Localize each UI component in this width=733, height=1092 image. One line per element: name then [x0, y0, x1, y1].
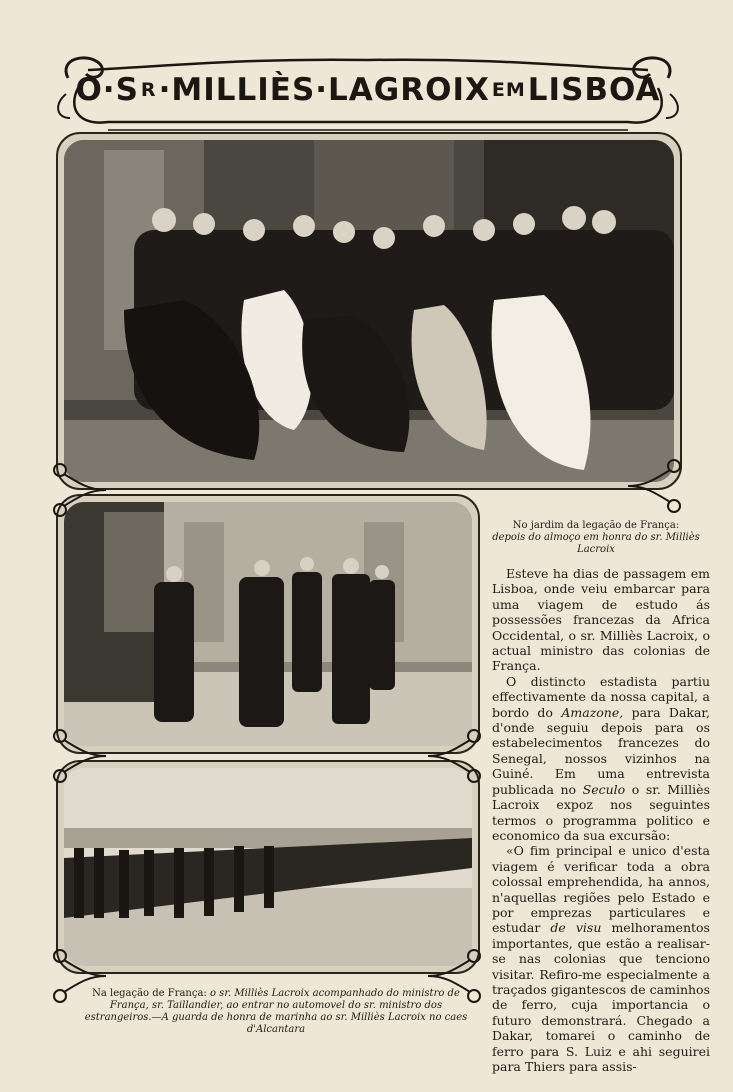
right-scroll-ornament-2 [424, 726, 484, 786]
photo-automobile-frame [56, 494, 480, 754]
garden-photo-caption [492, 520, 700, 556]
left-scroll-ornament-1 [50, 460, 110, 520]
article-paragraph-3: «O fim principal e unico d'esta viagem é verificar toda a obra colossal emprehendida, ha annos, n'aquellas regiões pelo Estado e por emprezas particulares e estudar de visu melhoramentos importantes, que estão a realisar-se nas colonias que tenciono visitar. Refiro-me especialmente a traçados gigantescos de caminhos de ferro, cuja importancia o futuro demonstrará. Chegado a Dakar, tomarei o caminho de ferro para S. Luiz e ahi seguirei para Thiers para assis- [492, 843, 710, 1074]
bottom-caption-lead: Na legação de França: [92, 988, 207, 999]
photo-naval-frame [56, 760, 480, 974]
article-paragraph-1: Esteve ha dias de passagem em Lisboa, onde veiu embarcar para uma viagem de estudo ás possessões francezas da Africa Occidental, o sr. Milliès Lacroix, o actual ministro das colonias de França. [492, 566, 710, 674]
bottom-photo-caption [76, 988, 476, 1036]
right-scroll-ornament-1 [624, 456, 684, 516]
page-title: O·S R · MILLIÈS·LAGROIX EM LISBOA [75, 72, 661, 108]
photo-minister-automobile [64, 502, 472, 746]
bottom-caption-italic: o sr. Milliès Lacroix acompanhado do ministro de França, sr. Taillandier, ao entrar no automovel do sr. ministro dos estrangeiros.—A guarda de honra de marinha ao sr. Milliès Lacroix no caes d'Alcantara [84, 988, 468, 1035]
garden-caption-italic: depois do almoço em honra do sr. Milliès Lacroix [492, 532, 700, 555]
garden-caption-lead: No jardim da legação de França: [512, 520, 680, 531]
photo-garden-group [64, 140, 674, 482]
left-scroll-ornament-2 [50, 726, 110, 786]
photo-naval-guard [64, 768, 472, 966]
photo-garden-frame [56, 132, 682, 490]
article-body [492, 566, 710, 1074]
article-paragraph-2: O distincto estadista partiu effectivamente da nossa capital, a bordo do Amazone, para Dakar, d'onde seguiu depois para os estabelecimentos francezes do Senegal, nossos vizinhos na Guiné. Em uma entrevista publicada no Seculo o sr. Milliès Lacroix expoz nos seguintes termos o programma politico e economico da sua excursão: [492, 673, 710, 843]
